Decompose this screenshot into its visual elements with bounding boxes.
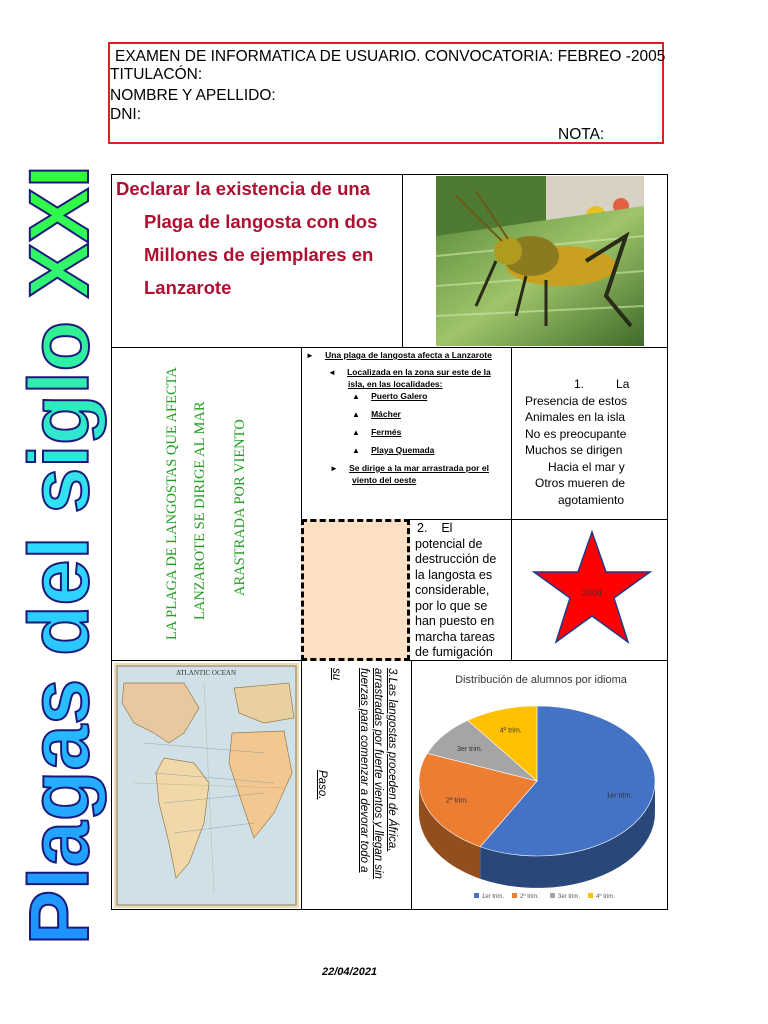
arrow-right-icon: ► [330, 464, 338, 473]
list-item: ▲ Puerto Galero [352, 391, 428, 401]
legend-swatch [588, 893, 593, 898]
potencial-line: destrucción de [415, 552, 497, 566]
pie-chart [412, 661, 667, 909]
italic-line-2: arrastradas por fuerte vientos y llegan sin [372, 668, 384, 879]
headline-line-2: Plaga de langosta con dos [144, 211, 378, 232]
italic-line-1: 3.Las langostas proceden de África, [386, 668, 398, 852]
exam-title: EXAMEN DE INFORMATICA DE USUARIO. CONVOCATORIA: FEBREO -2005 [115, 48, 666, 65]
star-label: 2004 [581, 588, 603, 598]
vertical-text-line-2: LANZAROTE SE DIRIGE AL MAR [192, 401, 208, 620]
potencial-text [415, 521, 510, 661]
headline-line-4: Lanzarote [144, 277, 232, 298]
headline-line-1: Declarar la existencia de una [116, 178, 370, 199]
italic-line-3: fuerzas para comenzar a devorar todo a [358, 668, 370, 873]
grasshopper-photo [436, 176, 644, 346]
potencial-line: de fumigación [415, 645, 493, 659]
potencial-number: 2. [417, 521, 428, 535]
presencia-line: Otros mueren de [535, 476, 626, 490]
presencia-heading: 1. La [574, 377, 630, 391]
potencial-line: marcha tareas [415, 629, 495, 644]
potencial-line: potencial de [415, 536, 483, 551]
side-title-wordart [0, 160, 110, 960]
vertical-text-line-1: LA PLAGA DE LANGOSTAS QUE AFECTA [164, 367, 180, 640]
nombre-label: NOMBRE Y APELLIDO: [110, 87, 276, 104]
presencia-line: Animales en la isla [525, 410, 626, 424]
presencia-line: No es preocupante [525, 426, 627, 441]
headline-line-3: Millones de ejemplares en [144, 244, 374, 265]
pie-slice-label: 4º trim. [499, 727, 522, 735]
list-item: ► Una plaga de langosta afecta a Lanzarote [306, 350, 492, 360]
map-title: ATLANTIC OCEAN [175, 669, 237, 677]
presencia-line: agotamiento [558, 492, 625, 507]
nota-label: NOTA: [558, 126, 605, 143]
dashed-text-box [301, 519, 410, 661]
presencia-line: Hacia el mar y [548, 459, 625, 474]
pie-slice-label: 2º trim. [446, 797, 469, 805]
italic-line-5: Paso. [316, 770, 328, 800]
potencial-line: han puesto en [415, 614, 495, 628]
atlantic-map [114, 663, 299, 908]
chart-title: Distribución de alumnos por idioma [455, 674, 627, 686]
titulacion-label: TITULACÓN: [110, 66, 203, 83]
legend-label: 1er trim. [482, 894, 505, 900]
presencia-text [514, 376, 664, 508]
pie-slice-label: 3er trim. [457, 745, 483, 753]
arrow-left-icon: ◄ [328, 368, 336, 377]
potencial-first-word: El [441, 521, 453, 535]
dni-label: DNI: [110, 106, 141, 123]
legend-label: 3er trim. [558, 894, 581, 900]
list-item: ► Se dirige a la mar arrastrada por el [330, 463, 489, 473]
triangle-icon: ▲ [352, 392, 360, 401]
presencia-line: Muchos se dirigen [525, 443, 623, 457]
potencial-line: la langosta es [415, 567, 493, 582]
footer-date: 22/04/2021 [322, 966, 378, 978]
pie-slice-label: 1er trim. [606, 792, 633, 800]
legend-swatch [550, 893, 555, 898]
presencia-line: Presencia de estos [525, 393, 628, 408]
legend-swatch [512, 893, 517, 898]
list-item: ▲ Fermés [352, 427, 402, 437]
arrow-right-icon: ► [306, 351, 314, 360]
triangle-icon: ▲ [352, 428, 360, 437]
potencial-line: por lo que se [415, 598, 488, 613]
list-item-continuation: isla, en las localidades: [348, 379, 443, 389]
triangle-icon: ▲ [352, 410, 360, 419]
legend-swatch [474, 893, 479, 898]
star-shape [532, 528, 652, 648]
list-item: ◄ Localizada en la zona sur este de la [328, 367, 491, 377]
side-title-text: Plagas del siglo XXI [12, 160, 106, 945]
italic-line-4: su [330, 668, 342, 681]
potencial-line: considerable, [415, 583, 490, 597]
list-item-continuation: viento del oeste [352, 475, 417, 485]
vertical-text-line-3: ARASTRADA POR VIENTO [232, 419, 248, 596]
exam-header-box [108, 42, 664, 144]
legend-label: 4º trim. [596, 894, 615, 900]
triangle-icon: ▲ [352, 446, 360, 455]
legend-label: 2º trim. [520, 894, 539, 900]
headline-text [116, 172, 401, 304]
list-item: ▲ Playa Quemada [352, 445, 435, 455]
list-item: ▲ Mácher [352, 409, 401, 419]
